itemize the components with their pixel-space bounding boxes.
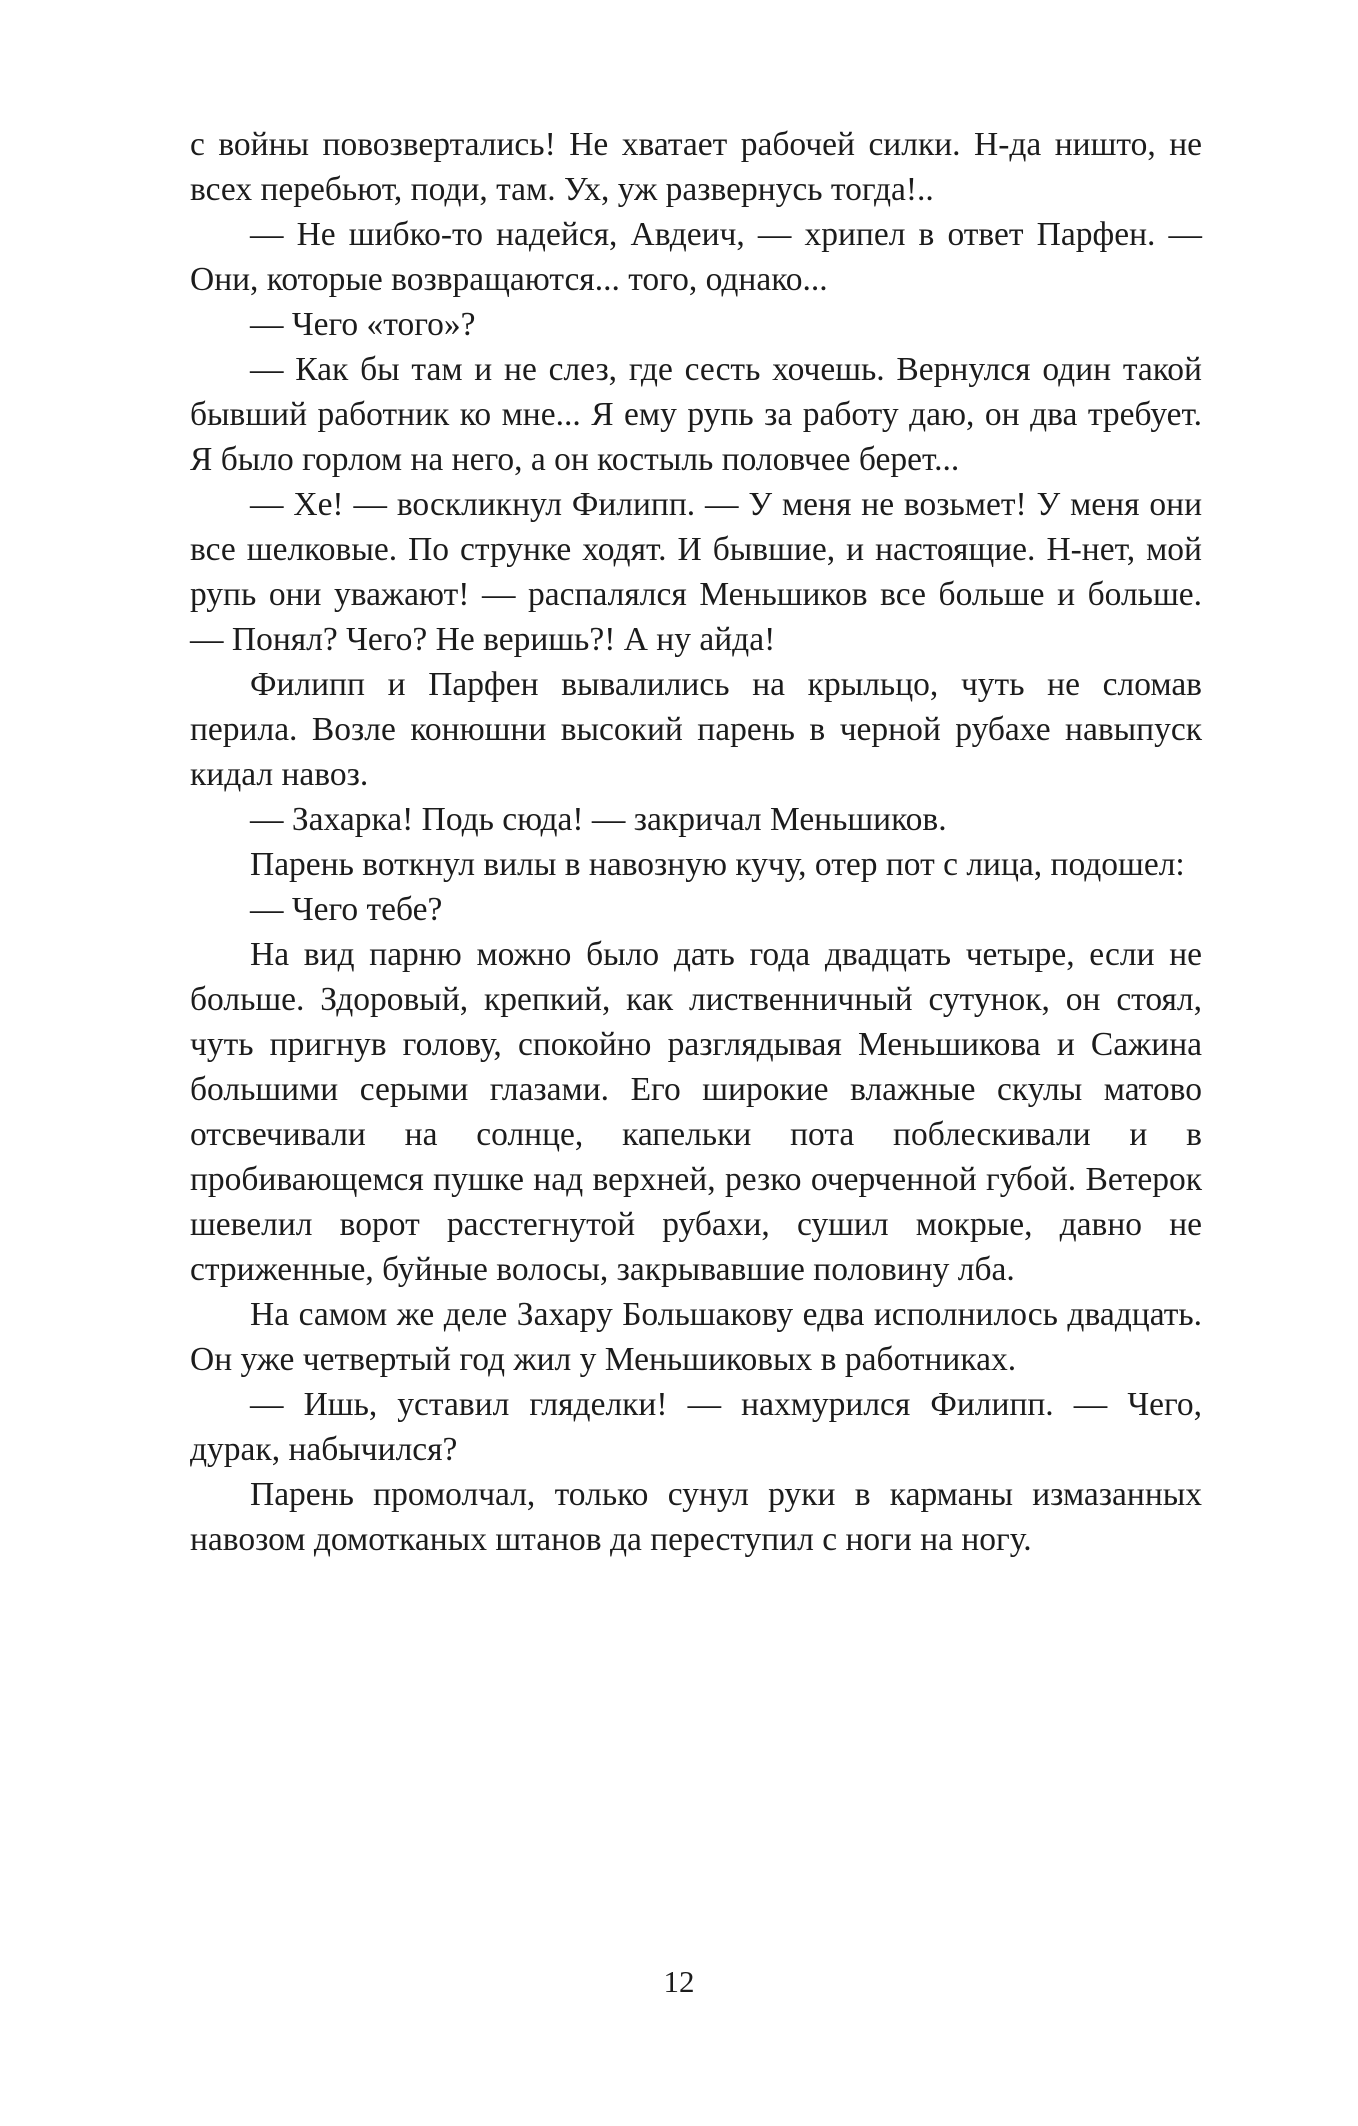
paragraph-6: Филипп и Парфен вывалились на крыльцо, чуть не сломав перила. Возле конюшни высокий парень в черной рубахе навыпуск кидал навоз. — [190, 666, 1202, 793]
paragraph-10: На вид парню можно было дать года двадцать четыре, если не больше. Здоровый, крепкий, как лиственничный сутунок, он стоял, чуть пригнув голову, спокойно разглядывая Меньшикова и Сажина большими серыми глазами. Его широкие влажные скулы матово отсвечивали на солнце, капельки пота поблескивали и в пробивающемся пушке над верхней, резко очерченной губой. Ветерок шевелил ворот расстегнутой рубахи, сушил мокрые, давно не стриженные, буйные волосы, закрывавшие половину лба. — [190, 936, 1202, 1288]
paragraph-2: — Не шибко-то надейся, Авдеич, — хрипел в ответ Парфен. — Они, которые возвращаются... того, однако... — [190, 216, 1202, 298]
paragraph-5: — Хе! — воскликнул Филипп. — У меня не возьмет! У меня они все шелковые. По струнке ходят. И бывшие, и настоящие. Н-нет, мой рупь они уважают! — распалялся Меньшиков все больше и больше. — Понял? Чего? Не веришь?! А ну айда! — [190, 486, 1202, 658]
paragraph-4: — Как бы там и не слез, где сесть хочешь. Вернулся один такой бывший работник ко мне... Я ему рупь за работу даю, он два требует. Я было горлом на него, а он костыль половчее берет... — [190, 351, 1202, 478]
paragraph-9: — Чего тебе? — [250, 891, 443, 928]
paragraph-1: с войны повозвертались! Не хватает рабочей силки. Н-да ништо, не всех перебьют, поди, там. Ух, уж развернусь тогда!.. — [190, 126, 1202, 208]
paragraph-8: Парень воткнул вилы в навозную кучу, отер пот с лица, подошел: — [250, 846, 1185, 883]
page-number: 12 — [663, 1964, 695, 1999]
paragraph-13: Парень промолчал, только сунул руки в карманы измазанных навозом домотканых штанов да переступил с ноги на ногу. — [190, 1476, 1202, 1558]
paragraph-12: — Ишь, уставил гляделки! — нахмурился Филипп. — Чего, дурак, набычился? — [190, 1386, 1202, 1468]
paragraph-11: На самом же деле Захару Большакову едва исполнилось двадцать. Он уже четвертый год жил у Меньшиковых в работниках. — [190, 1296, 1202, 1378]
paragraph-7: — Захарка! Подь сюда! — закричал Меньшиков. — [250, 801, 947, 838]
page-body-text — [190, 122, 1202, 1562]
paragraph-3: — Чего «того»? — [250, 306, 476, 343]
